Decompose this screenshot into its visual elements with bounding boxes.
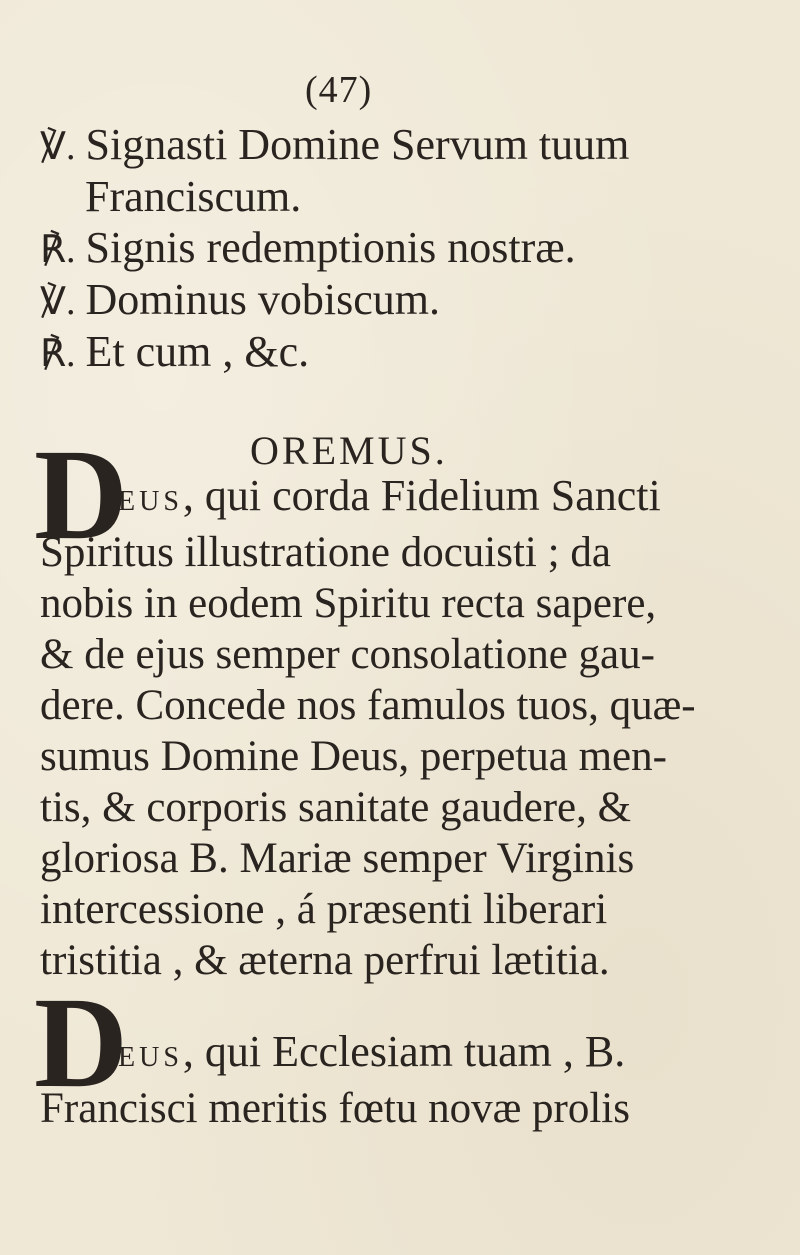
response-line (40, 327, 310, 376)
versicle-line (40, 275, 440, 324)
prayer-line: Spiritus illustratione docuisti ; da (40, 529, 611, 576)
prayer-line: & de ejus semper consolatione gau- (40, 631, 655, 678)
prayer-line: dere. Concede nos famulos tuos, quæ- (40, 682, 696, 729)
prayer-line: tristitia , & æterna perfrui lætitia. (40, 937, 610, 984)
prayer-body (40, 1083, 770, 1134)
versicle-text: Signasti Domine Servum tuum (85, 120, 630, 169)
response-symbol: ℟. (40, 229, 76, 271)
prayer-line: Francisci meritis fœtu novæ prolis (40, 1085, 630, 1132)
page-number: (47) (305, 69, 373, 111)
prayer-first-line (118, 471, 661, 520)
versicle-line (85, 172, 302, 221)
response-text: Signis redemptionis nostræ. (85, 223, 576, 272)
drop-cap: D (34, 971, 128, 1115)
prayer-line-text: , qui corda Fidelium Sancti (182, 471, 661, 520)
prayer-line: sumus Domine Deus, perpetua men- (40, 733, 667, 780)
prayer-line-text: , qui Ecclesiam tuam , B. (182, 1027, 626, 1076)
prayer-line: nobis in eodem Spiritu recta sapere, (40, 580, 657, 627)
prayer-line: intercessione , á præsenti liberari (40, 886, 608, 933)
prayer-body (40, 527, 770, 986)
drop-cap: D (34, 423, 128, 567)
small-caps-word: EUS (118, 1042, 183, 1073)
prayer-first-line (118, 1027, 626, 1076)
section-heading: OREMUS. (250, 428, 448, 473)
versicle-line (40, 120, 630, 169)
response-text: Et cum , &c. (85, 327, 310, 376)
versicle-text: Franciscum. (85, 172, 302, 221)
versicle-text: Dominus vobiscum. (85, 275, 440, 324)
small-caps-word: EUS (118, 486, 183, 517)
prayer-line: tis, & corporis sanitate gaudere, & (40, 784, 632, 831)
versicle-symbol: ℣. (40, 126, 76, 168)
response-symbol: ℟. (40, 333, 76, 375)
response-line (40, 223, 576, 272)
versicle-symbol: ℣. (40, 281, 76, 323)
prayer-line: gloriosa B. Mariæ semper Virginis (40, 835, 635, 882)
